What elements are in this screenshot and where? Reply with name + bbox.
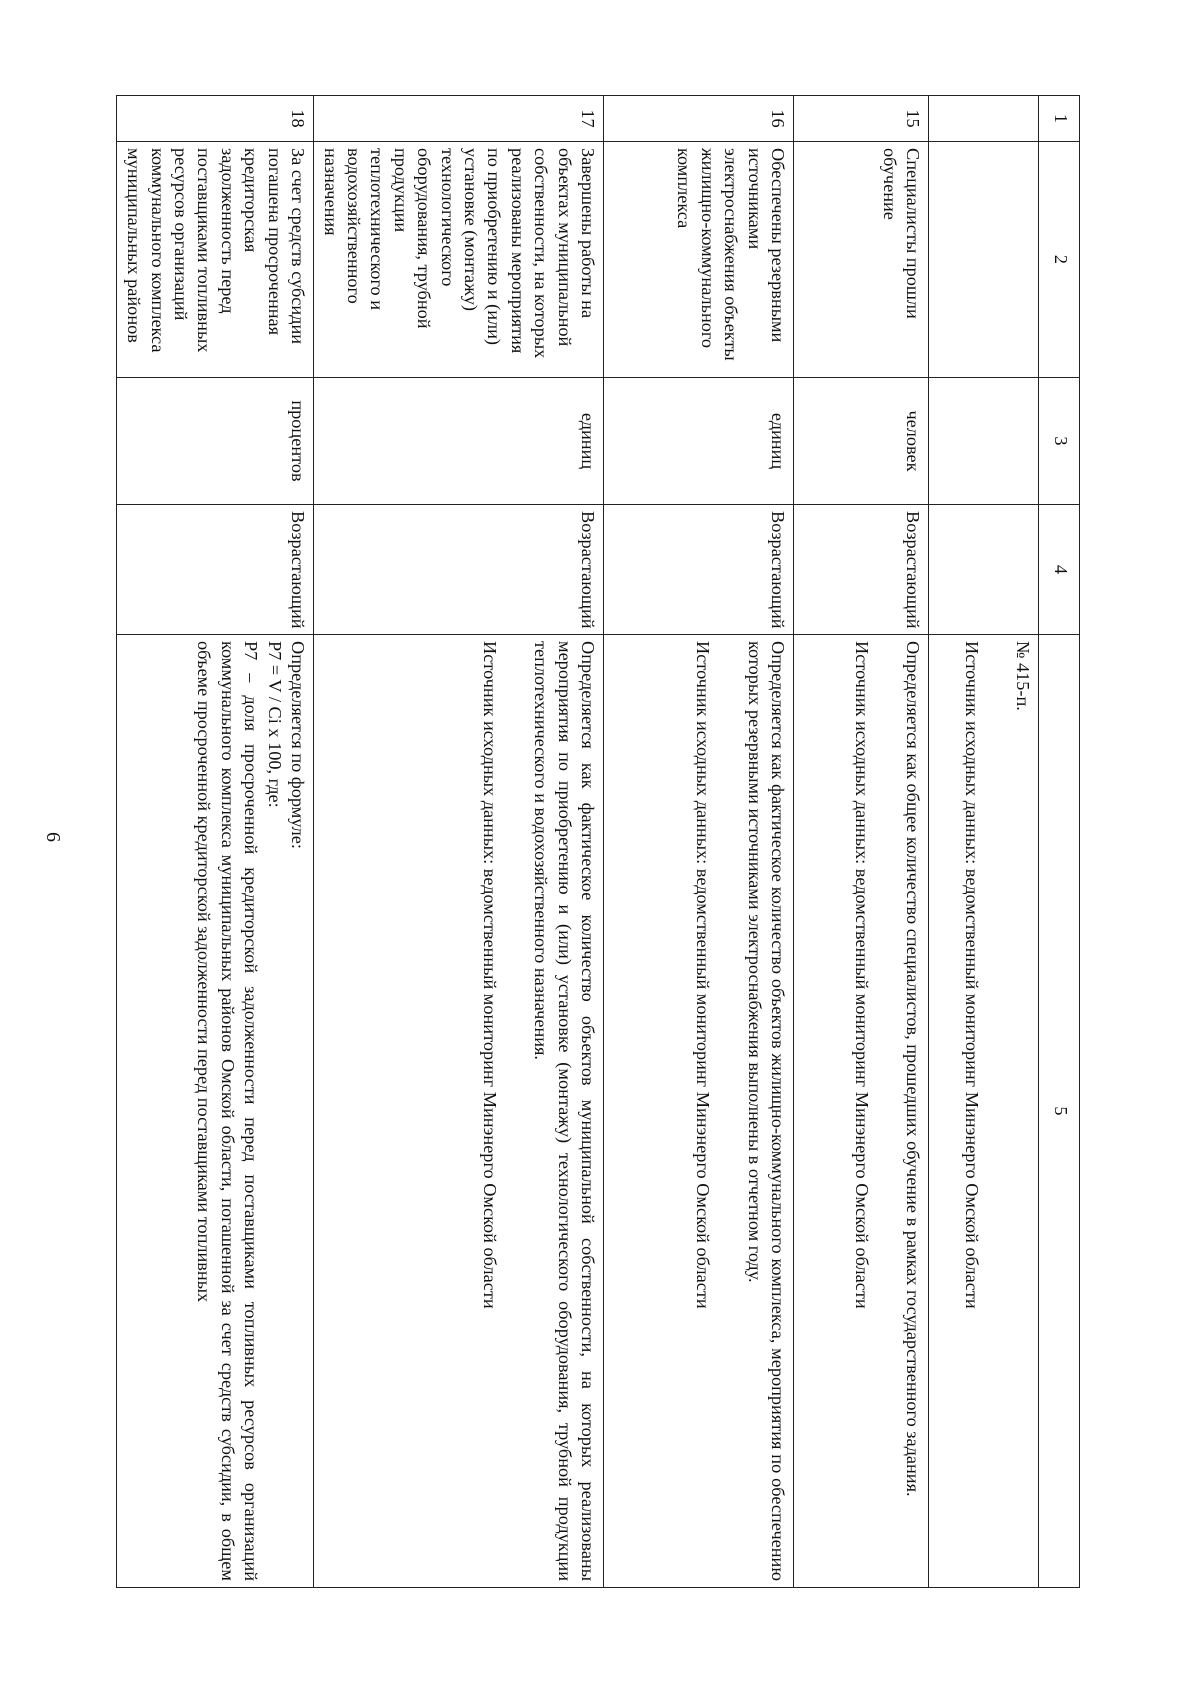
row-number: 17 [314,96,604,142]
column-header-3: 3 [1039,378,1080,505]
row-number: 15 [794,96,929,142]
column-header-4: 4 [1039,505,1080,635]
table-row-17 [314,96,604,1588]
table-header-row [1039,96,1080,1588]
unit-of-measure: человек [794,378,929,505]
indicator-name: Завершены работы на объектах муниципальной собственности, на которых реализованы мероприятия по приобретению и (или) установке (монтажу) технологического оборудования, трубной продукции теплотехнического и водохозяйственного назначения [314,142,604,378]
unit-of-measure: единиц [314,378,604,505]
indicator-name: Обеспечены резервными источниками электроснабжения объекты жилищно-коммунального комплекса [604,142,794,378]
table-row-continuation [929,96,1039,1588]
formula-intro: Определяется по формуле: [288,641,309,849]
indicator-table [116,95,1080,1588]
trend-direction: Возрастающий [117,505,314,635]
formula: P7 = V / Ci x 100, где: [264,641,285,808]
trend-direction: Возрастающий [604,505,794,635]
method-text: Определяется как фактическое количество объектов муниципальной собственности, на которых реализованы мероприятия по приобретению и (или) установке (монтажу) технологического оборудования, трубной продукции теплотехнического и водохозяйственного назначения. [531,641,598,1581]
cell-name [929,142,1039,378]
continuation-reference: № 415-п. [1013,641,1033,711]
source-text: Источник исходных данных: ведомственный мониторинг Минэнерго Омской области [693,641,714,1309]
column-header-1: 1 [1039,96,1080,142]
cell-unit [929,378,1039,505]
trend-direction: Возрастающий [314,505,604,635]
method-text: P7 – доля просроченной кредиторской задолженности перед поставщиками топливных ресурсов организаций коммунального комплекса муниципальных районов Омской области, погашенной за счет средств субсидии, в общем объеме просроченной кредиторской задолженности перед поставщиками топливных [194,641,262,1581]
row-number: 16 [604,96,794,142]
indicator-name: Специалисты прошли обучение [794,142,929,378]
row-number: 18 [117,96,314,142]
calculation-method [314,635,604,1588]
column-header-2: 2 [1039,142,1080,378]
trend-direction: Возрастающий [794,505,929,635]
cell-method [929,635,1039,1588]
cell-trend [929,505,1039,635]
unit-of-measure: единиц [604,378,794,505]
source-text: Источник исходных данных: ведомственный мониторинг Минэнерго Омской области [479,641,500,1309]
calculation-method [117,635,314,1588]
calculation-method [794,635,929,1588]
table-row-16 [604,96,794,1588]
source-text: Источник исходных данных: ведомственный мониторинг Минэнерго Омской области [961,641,982,1309]
method-text: Определяется как фактическое количество объектов жилищно-коммунального комплекса, мероприятия по обеспечению которых резервными источниками электроснабжения выполнены в отчетном году. [744,641,788,1581]
source-text: Источник исходных данных: ведомственный мониторинг Минэнерго Омской области [851,641,872,1309]
cell-num [929,96,1039,142]
method-text: Определяется как общее количество специалистов, прошедших обучение в рамках государственного задания. [903,641,923,1497]
indicator-table-wrapper [116,95,1080,1587]
calculation-method [604,635,794,1588]
column-header-5: 5 [1039,635,1080,1588]
table-row-15 [794,96,929,1588]
unit-of-measure: процентов [117,378,314,505]
page-number: 6 [42,832,64,842]
table-row-18 [117,96,314,1588]
indicator-name: За счет средств субсидии погашена просроченная кредиторская задолженность перед поставщиками топливных ресурсов организаций коммунального комплекса муниципальных районов [117,142,314,378]
